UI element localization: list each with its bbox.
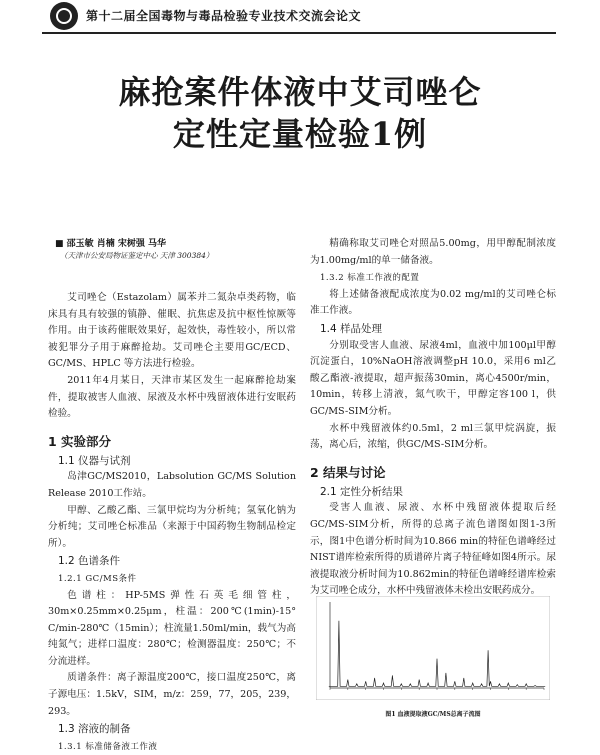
header-text: 第十二届全国毒物与毒品检验专业技术交流会论文 — [86, 9, 362, 23]
paragraph: 色谱柱：HP-5MS弹性石英毛细管柱，30m×0.25mm×0.25μm，柱温：200℃(1min)-15° C/min-280℃（15min）；柱流量1.50ml/min，载气为高纯氮气；进样口温度：280℃；检测器温度：250℃；不分流进样。 — [48, 589, 296, 667]
subsection-heading: 1.4 样品处理 — [320, 322, 383, 335]
paragraph: 艾司唑仑（Estazolam）属苯并二氮杂卓类药物，临床具有具有较强的镇静、催眠、抗焦虑及抗中枢性惊厥等作用。由于该药催眠效果好，起效快，毒性较小，所以常被犯罪分子用于麻醉抢劫。艾司唑仑主要用GC/ECD、GC/MS、HPLC 等方法进行检验。 — [48, 292, 296, 370]
header-rule — [42, 32, 556, 34]
subsubsection-heading: 1.2.1 GC/MS条件 — [58, 573, 137, 584]
paragraph: 精确称取艾司唑仑对照品5.00mg，用甲醇配制浓度为1.00mg/ml的单一储备液。 — [310, 238, 556, 266]
authors: ■ 邵玉敏 肖楠 宋树强 马华 — [55, 239, 167, 249]
section-heading: 2 结果与讨论 — [310, 464, 386, 480]
paragraph: 岛津GC/MS2010，Labsolution GC/MS Solution Release 2010工作站。 — [48, 471, 296, 499]
chromatogram-figure — [316, 596, 550, 700]
page-header — [0, 0, 600, 38]
paragraph: 2011年4月某日，天津市某区发生一起麻醉抢劫案件，提取被害人血液、尿液及水杯中残留液体进行安眠药检验。 — [48, 374, 296, 420]
subsubsection-heading: 1.3.2 标准工作液的配置 — [320, 273, 420, 284]
left-column — [48, 290, 296, 755]
right-column — [310, 236, 556, 600]
paragraph: 质谱条件：离子源温度200℃，接口温度250℃，离子源电压：1.5kV，SIM，m/z：259，77，205，239，293。 — [48, 672, 296, 717]
conference-logo-icon — [50, 2, 78, 30]
title-line-2: 定性定量检验1例 — [172, 115, 428, 153]
subsection-heading: 2.1 定性分析结果 — [320, 485, 404, 498]
affiliation: （天津市公安局物证鉴定中心 天津 300384） — [60, 251, 214, 260]
subsection-heading: 1.2 色谱条件 — [58, 555, 121, 568]
paragraph: 分别取受害人血液、尿液4ml，血液中加100μl甲醇沉淀蛋白，10%NaOH溶液调整pH 10.0，采用6 ml乙酸乙酯液-液提取，超声振荡30min，离心4500r/min，10min，转移上清液，氮气吹干，甲醇定容100 l，供GC/MS-SIM分析。 — [310, 339, 556, 417]
title-line-1: 麻抢案件体液中艾司唑仑 — [118, 73, 482, 111]
figure-frame — [316, 596, 550, 700]
paragraph: 将上述储备液配成浓度为0.02 mg/ml的艾司唑仑标准工作液。 — [310, 288, 556, 317]
paragraph: 水杯中残留液体约0.5ml，2 ml三氯甲烷涡旋，振荡，离心后，浓缩，供GC/MS-SIM分析。 — [310, 422, 556, 451]
subsection-heading: 1.3 溶液的制备 — [58, 723, 131, 736]
subsection-heading: 1.1 仪器与试剂 — [58, 454, 131, 467]
paragraph: 受害人血液、尿液、水杯中残留液体提取后经GC/MS-SIM分析，所得的总离子流色谱图如图1-3所示，图1中色谱分析时间为10.866 min的特征色谱峰经过NIST谱库检索所得的质谱碎片离子特征峰如图4所示。尿液提取液分析时间为10.862min的特征色谱峰经谱库检索为艾司唑仑成分，水杯中残留液体未检出安眠药成分。 — [310, 502, 556, 597]
section-heading: 1 实验部分 — [48, 433, 112, 449]
figure-caption: 图1 血液提取液GC/MS总离子流图 — [385, 711, 481, 718]
paragraph: 甲醇、乙酸乙酯、三氯甲烷均为分析纯；氢氧化钠为分析纯；艾司唑仑标准品（来源于中国药物生物制品检定所）。 — [48, 504, 296, 549]
subsubsection-heading: 1.3.1 标准储备液工作液 — [58, 741, 158, 752]
